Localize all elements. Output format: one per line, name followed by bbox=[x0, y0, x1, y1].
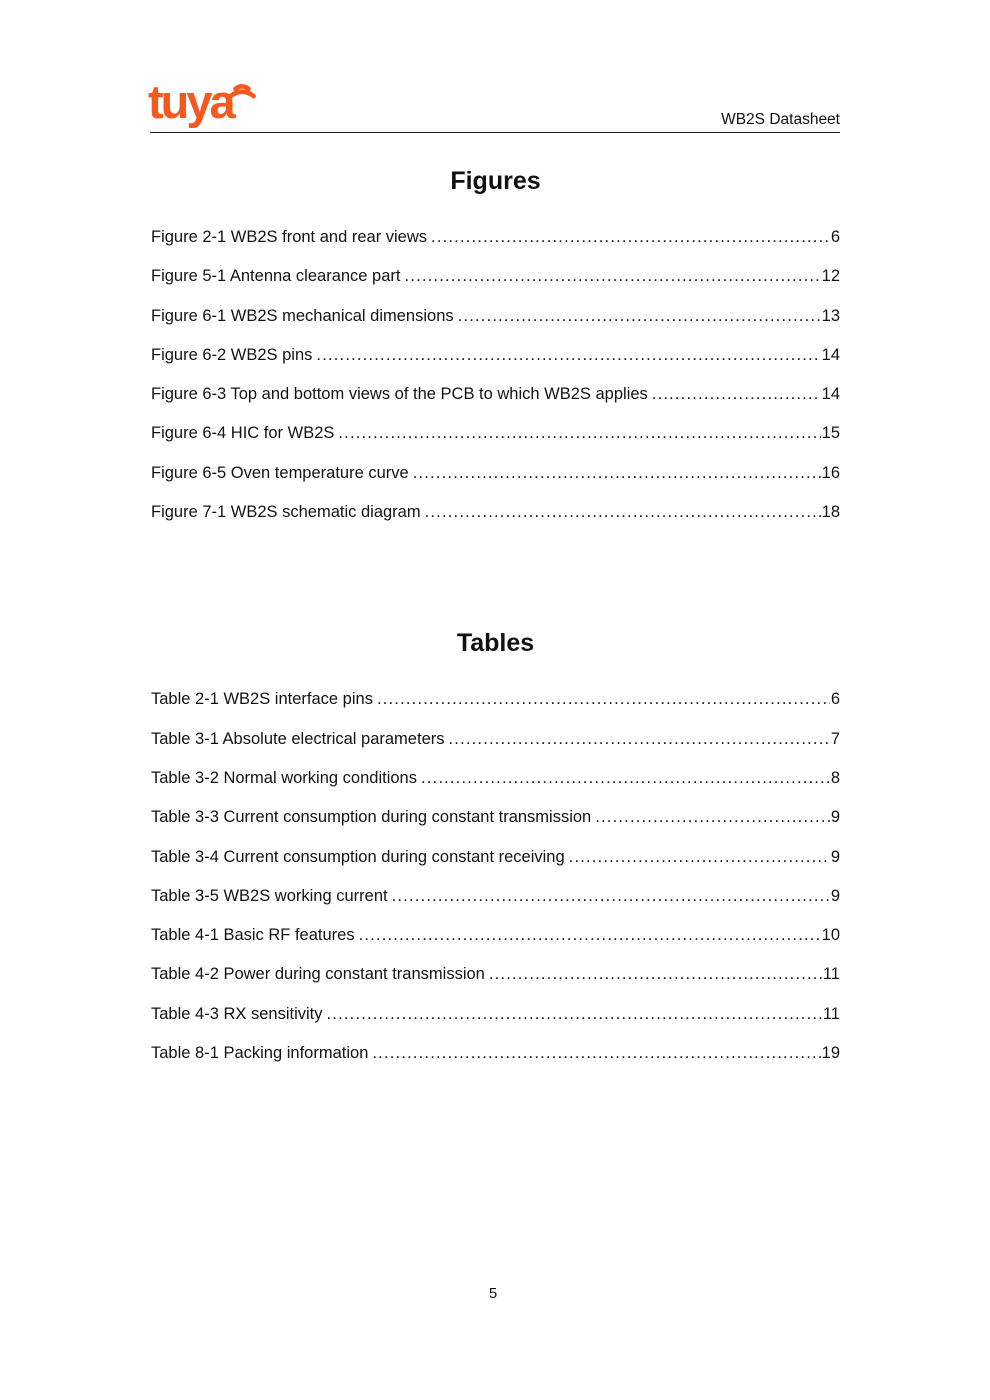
tuya-logo-wordmark: tuya bbox=[148, 75, 233, 128]
toc-dot-leader bbox=[569, 838, 830, 877]
toc-entry-label: Table 8-1 Packing information bbox=[151, 1044, 369, 1063]
toc-entry-label: Figure 6-1 WB2S mechanical dimensions bbox=[151, 306, 454, 325]
toc-entry[interactable] bbox=[151, 995, 840, 1034]
toc-page-number: 11 bbox=[822, 1004, 840, 1023]
toc-entry[interactable] bbox=[151, 720, 840, 759]
toc-entry-label: Figure 6-2 WB2S pins bbox=[151, 345, 313, 364]
toc-dot-leader bbox=[327, 995, 822, 1034]
footer-page-number: 5 bbox=[488, 1285, 498, 1302]
toc-page-number: 14 bbox=[821, 345, 840, 364]
toc-page-number: 7 bbox=[830, 729, 840, 748]
toc-entry[interactable] bbox=[151, 257, 840, 296]
toc-entry[interactable] bbox=[151, 680, 840, 719]
toc-page-number: 18 bbox=[821, 503, 840, 522]
toc-page-number: 10 bbox=[821, 926, 840, 945]
toc-dot-leader bbox=[338, 414, 820, 453]
toc-entry[interactable] bbox=[151, 375, 840, 414]
toc-page-number: 16 bbox=[821, 463, 840, 482]
toc-dot-leader bbox=[405, 257, 821, 296]
toc-page-number: 6 bbox=[830, 228, 840, 246]
toc-page-number: 13 bbox=[821, 306, 840, 325]
toc-dot-leader bbox=[652, 375, 821, 414]
tables-heading: Tables bbox=[456, 629, 535, 658]
toc-content bbox=[151, 160, 840, 1073]
toc-entry-label: Table 3-3 Current consumption during constant transmission bbox=[151, 808, 592, 827]
wifi-signal-icon bbox=[222, 68, 256, 100]
toc-dot-leader bbox=[413, 454, 821, 493]
toc-dot-leader bbox=[458, 297, 821, 336]
figures-list bbox=[151, 218, 840, 532]
toc-entry[interactable] bbox=[151, 414, 840, 453]
toc-page-number: 9 bbox=[830, 886, 840, 905]
toc-entry-label: Table 3-4 Current consumption during constant receiving bbox=[151, 847, 565, 866]
header-divider bbox=[150, 132, 840, 133]
toc-entry[interactable] bbox=[151, 493, 840, 532]
toc-entry[interactable] bbox=[151, 218, 840, 257]
toc-entry-label: Table 4-2 Power during constant transmission bbox=[151, 965, 485, 984]
toc-entry-label: Figure 6-4 HIC for WB2S bbox=[151, 424, 335, 443]
toc-dot-leader bbox=[359, 916, 821, 955]
toc-dot-leader bbox=[449, 720, 830, 759]
toc-dot-leader bbox=[316, 336, 820, 375]
toc-entry[interactable] bbox=[151, 1034, 840, 1073]
toc-entry[interactable] bbox=[151, 916, 840, 955]
toc-entry-label: Figure 6-5 Oven temperature curve bbox=[151, 463, 409, 482]
tables-list bbox=[151, 680, 840, 1073]
toc-entry-label: Table 2-1 WB2S interface pins bbox=[151, 690, 373, 709]
toc-entry-label: Table 3-2 Normal working conditions bbox=[151, 768, 417, 787]
toc-entry[interactable] bbox=[151, 336, 840, 375]
toc-page-number: 6 bbox=[830, 690, 840, 709]
toc-entry-label: Table 3-5 WB2S working current bbox=[151, 886, 388, 905]
toc-dot-leader bbox=[421, 759, 830, 798]
toc-dot-leader bbox=[377, 680, 830, 719]
toc-entry[interactable] bbox=[151, 955, 840, 994]
toc-entry[interactable] bbox=[151, 838, 840, 877]
toc-entry-label: Figure 2-1 WB2S front and rear views bbox=[151, 228, 428, 246]
figures-heading: Figures bbox=[450, 167, 541, 195]
toc-entry[interactable] bbox=[151, 798, 840, 837]
toc-dot-leader bbox=[425, 493, 821, 532]
toc-dot-leader bbox=[392, 877, 830, 916]
toc-entry[interactable] bbox=[151, 454, 840, 493]
toc-entry-label: Table 4-3 RX sensitivity bbox=[151, 1004, 323, 1023]
header-doc-title: WB2S Datasheet bbox=[721, 111, 840, 128]
toc-entry[interactable] bbox=[151, 877, 840, 916]
toc-page-number: 11 bbox=[822, 965, 840, 984]
toc-entry-label: Table 4-1 Basic RF features bbox=[151, 926, 355, 945]
toc-page-number: 15 bbox=[821, 424, 840, 443]
toc-page-number: 9 bbox=[830, 847, 840, 866]
toc-entry[interactable] bbox=[151, 759, 840, 798]
toc-page-number: 19 bbox=[821, 1044, 840, 1063]
toc-dot-leader bbox=[431, 218, 830, 257]
toc-page-number: 14 bbox=[821, 385, 840, 404]
toc-entry-label: Figure 5-1 Antenna clearance part bbox=[151, 267, 401, 286]
toc-entry[interactable] bbox=[151, 297, 840, 336]
toc-page-number: 8 bbox=[830, 768, 840, 787]
toc-page-number: 9 bbox=[830, 808, 840, 827]
toc-dot-leader bbox=[595, 798, 830, 837]
toc-dot-leader bbox=[489, 955, 822, 994]
toc-entry-label: Table 3-1 Absolute electrical parameters bbox=[151, 729, 445, 748]
toc-page-number: 12 bbox=[821, 267, 840, 286]
tuya-logo bbox=[148, 74, 268, 136]
toc-dot-leader bbox=[372, 1034, 820, 1073]
toc-entry-label: Figure 6-3 Top and bottom views of the PCB to which WB2S applies bbox=[151, 385, 648, 404]
toc-entry-label: Figure 7-1 WB2S schematic diagram bbox=[151, 503, 421, 522]
